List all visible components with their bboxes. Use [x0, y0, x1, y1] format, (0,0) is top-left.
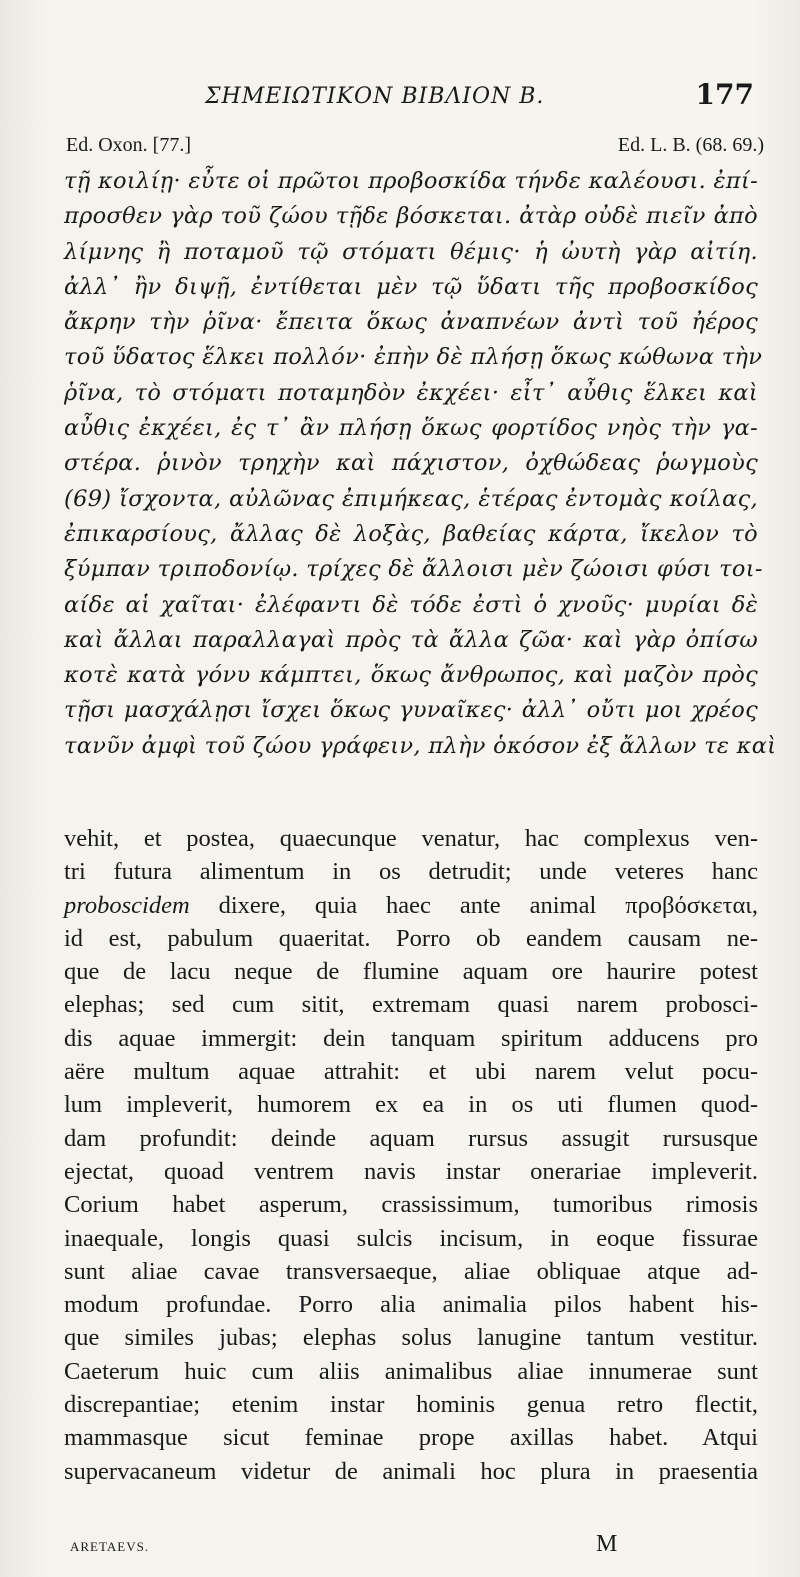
greek-line: στέρα. ῥινὸν τρηχὴν καὶ πάχιστον, ὀχθώδεας ῥωγμοὺς — [64, 450, 758, 477]
greek-line: τῇσι μασχάλῃσι ἴσχει ὅκως γυναῖκες· ἀλλ᾽ οὔτι μοι χρέος — [64, 697, 758, 724]
latin-line: que similes jubas; elephas solus lanugine tantum vestitur. — [64, 1324, 758, 1352]
latin-line: lum impleverit, humorem ex ea in os uti flumen quod- — [64, 1091, 758, 1119]
latin-line: supervacaneum videtur de animali hoc plura in praesentia — [64, 1457, 758, 1485]
running-title: ΣΗΜΕΙΩΤΙΚΟΝ ΒΙΒΛΙΟΝ Β. — [205, 84, 545, 109]
latin-line: dis aquae immergit: dein tanquam spiritum adducens pro — [64, 1024, 758, 1052]
latin-line: id est, pabulum quaeritat. Porro ob eandem causam ne- — [64, 924, 758, 952]
greek-line: αίδε αἱ χαῖται· ἐλέφαντι δὲ τόδε ἐστὶ ὁ χνοῦς· μυρίαι δὲ — [64, 591, 758, 618]
latin-line: dam profundit: deinde aquam rursus assugit rursusque — [64, 1124, 758, 1152]
latin-line: sunt aliae cavae transversaeque, aliae obliquae atque ad- — [64, 1257, 758, 1285]
greek-line: ξύμπαν τριποδονίῳ. τρίχες δὲ ἄλλοισι μὲν ζώοισι φύσι τοι- — [64, 556, 763, 583]
page-footer — [70, 1531, 764, 1561]
greek-line: τοῦ ὕδατος ἕλκει πολλόν· ἐπὴν δὲ πλήσῃ ὅκως κώθωνα τὴν — [64, 344, 763, 371]
latin-line: que de lacu neque de flumine aquam ore haurire potest — [64, 958, 758, 986]
latin-line: modum profundae. Porro alia animalia pilos habent his- — [64, 1291, 758, 1319]
greek-line: (69) ἴσχοντα, αὐλῶνας ἐπιμήκεας, ἑτέρας ἐντομὰς κοίλας, — [64, 485, 758, 512]
latin-line: aëre multum aquae attrahit: et ubi narem velut pocu- — [64, 1058, 758, 1086]
latin-line: mammasque sicut feminae prope axillas habet. Atqui — [64, 1424, 758, 1452]
latin-line: ejectat, quoad ventrem navis instar onerariae impleverit. — [64, 1157, 758, 1185]
greek-line: λίμνης ἢ ποταμοῦ τῷ στόματι θέμις· ἡ ὠυτὴ γὰρ αἰτίη. — [64, 238, 758, 265]
page-number: 177 — [695, 78, 754, 111]
latin-line: inaequale, longis quasi sulcis incisum, in eoque fissurae — [64, 1224, 758, 1252]
greek-line: αὖθις ἐκχέει, ἐς τ᾽ ἂν πλήσῃ ὅκως φορτίδος νηὸς τὴν γα- — [64, 415, 758, 442]
greek-line: ῥῖνα, τὸ στόματι ποταμηδὸν ἐκχέει· εἶτ᾽ αὖθις ἕλκει καὶ — [64, 379, 758, 406]
greek-line: προσθεν γὰρ τοῦ ζώου τῇδε βόσκεται. ἀτὰρ οὐδὲ πιεῖν ἀπὸ — [64, 203, 758, 230]
oxford-edition-ref: Ed. Oxon. [77.] — [66, 134, 191, 156]
leiden-edition-ref: Ed. L. B. (68. 69.) — [617, 134, 764, 156]
greek-line: καὶ ἄλλαι παραλλαγαὶ πρὸς τὰ ἄλλα ζῶα· καὶ γὰρ ὀπίσω — [64, 626, 758, 653]
latin-line: vehit, et postea, quaecunque venatur, hac complexus ven- — [64, 825, 758, 852]
latin-line: Corium habet asperum, crassissimum, tumoribus rimosis — [64, 1191, 758, 1219]
greek-line: τανῦν ἀμφὶ τοῦ ζώου γράφειν, πλὴν ὁκόσον ἐξ ἄλλων τε καὶ — [64, 732, 777, 759]
gathering-signature-mark: M — [596, 1531, 618, 1557]
greek-line: τῇ κοιλίῃ· εὖτε οἱ πρῶτοι προβοσκίδα τήνδε καλέουσι. ἐπί- — [64, 168, 759, 194]
latin-line: elephas; sed cum sitit, extremam quasi narem probosci- — [64, 991, 758, 1019]
edition-references — [66, 134, 764, 162]
greek-line: ἐπικαρσίους, ἄλλας δὲ λοξὰς, βαθείας κάρτα, ἴκελον τὸ — [64, 520, 758, 547]
latin-line: Caeterum huic cum aliis animalibus aliae innumerae sunt — [64, 1357, 758, 1385]
greek-line: κοτὲ κατὰ γόνυ κάμπτει, ὅκως ἄνθρωπος, καὶ μαζὸν πρὸς — [64, 662, 758, 689]
latin-translation-block — [64, 822, 758, 1488]
greek-line: ἄκρην τὴν ῥῖνα· ἔπειτα ὅκως ἀναπνέων ἀντὶ τοῦ ἠέρος — [64, 309, 758, 336]
latin-line: proboscidem dixere, quia haec ante animal προβόσκεται, — [64, 891, 758, 919]
latin-line: tri futura alimentum in os detrudit; unde veteres hanc — [64, 858, 758, 886]
printer-signature-author: ARETAEVS. — [70, 1539, 150, 1554]
italic-term: proboscidem — [64, 891, 190, 919]
running-head — [0, 78, 800, 118]
latin-line: discrepantiae; etenim instar hominis genua retro flectit, — [64, 1391, 758, 1419]
greek-line: ἀλλ᾽ ἢν διψῇ, ἐντίθεται μὲν τῷ ὕδατι τῆς προβοσκίδος — [64, 273, 758, 300]
greek-text-block — [64, 164, 777, 764]
